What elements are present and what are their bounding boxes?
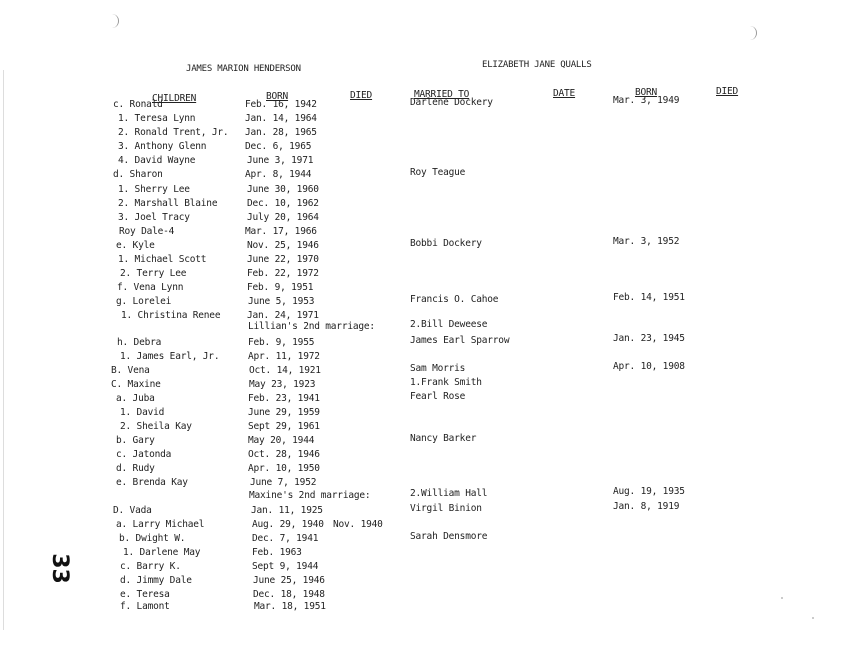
spouse-born-date: Jan. 23, 1945 <box>613 333 685 344</box>
born-date: Jan. 14, 1964 <box>245 113 317 124</box>
child-name: d. Jimmy Dale <box>120 575 192 586</box>
father-name: JAMES MARION HENDERSON <box>186 64 301 74</box>
child-name: c. Ronald <box>113 99 163 110</box>
child-name: 2. Marshall Blaine <box>118 198 218 209</box>
born-date: Feb. 9, 1951 <box>247 282 314 293</box>
born-date: Feb. 23, 1941 <box>248 393 320 404</box>
scan-speck <box>781 597 783 599</box>
child-name: h. Debra <box>117 337 162 348</box>
born-date: Aug. 29, 1940 <box>252 519 324 530</box>
child-name: B. Vena <box>111 365 150 376</box>
child-name: c. Jatonda <box>116 449 172 460</box>
born-date: Dec. 18, 1948 <box>253 589 325 600</box>
mother-name: ELIZABETH JANE QUALLS <box>482 60 592 70</box>
col-header-born: BORN <box>266 91 289 102</box>
spouse-born-date: Apr. 10, 1908 <box>613 361 685 372</box>
col-header-died: DIED <box>350 90 373 101</box>
born-date: June 25, 1946 <box>253 575 325 586</box>
scan-edge <box>3 70 4 630</box>
col-header-spouse-born: BORN <box>635 87 658 98</box>
child-name: 2. Sheila Kay <box>120 421 192 432</box>
spouse-name: Nancy Barker <box>410 433 477 444</box>
scan-mark <box>750 26 757 40</box>
born-date: Oct. 14, 1921 <box>249 365 321 376</box>
born-date: May 20, 1944 <box>248 435 315 446</box>
spouse-name: Bobbi Dockery <box>410 238 482 249</box>
spouse-name: 2.Bill Deweese <box>410 319 488 330</box>
child-name: 2. Terry Lee <box>120 268 187 279</box>
born-date: Feb. 9, 1955 <box>248 337 315 348</box>
child-name: c. Barry K. <box>120 561 181 572</box>
born-date: Oct. 28, 1946 <box>248 449 320 460</box>
born-date: Feb. 22, 1972 <box>247 268 319 279</box>
child-name: b. Dwight W. <box>119 533 186 544</box>
col-header-children: CHILDREN <box>152 93 197 104</box>
child-name: 1. Sherry Lee <box>118 184 190 195</box>
child-name: a. Larry Michael <box>116 519 205 530</box>
born-date: Mar. 17, 1966 <box>245 226 317 237</box>
child-name: f. Vena Lynn <box>117 282 184 293</box>
spouse-name: Sam Morris <box>410 363 466 374</box>
born-date: June 30, 1960 <box>247 184 319 195</box>
born-date: June 3, 1971 <box>247 155 314 166</box>
child-name: g. Lorelei <box>116 296 172 307</box>
born-date: Feb. 1963 <box>252 547 302 558</box>
child-name: d. Rudy <box>116 463 155 474</box>
child-name: f. Lamont <box>120 601 170 612</box>
child-name: 1. David <box>120 407 165 418</box>
child-name: a. Juba <box>116 393 155 404</box>
scan-speck <box>812 617 814 619</box>
born-date: Apr. 8, 1944 <box>245 169 312 180</box>
born-date: May 23, 1923 <box>249 379 316 390</box>
spouse-born-date: Jan. 8, 1919 <box>613 501 680 512</box>
child-name: e. Teresa <box>120 589 170 600</box>
born-date: June 7, 1952 <box>250 477 317 488</box>
born-date: July 20, 1964 <box>247 212 319 223</box>
born-date: Maxine's 2nd marriage: <box>249 490 371 501</box>
died-date: Nov. 1940 <box>333 519 383 530</box>
born-date: Dec. 10, 1962 <box>247 198 319 209</box>
col-header-spouse-died: DIED <box>716 86 739 97</box>
spouse-name: Virgil Binion <box>410 503 482 514</box>
page-number: 33 <box>46 553 72 584</box>
born-date: June 22, 1970 <box>247 254 319 265</box>
born-date: Jan. 11, 1925 <box>251 505 323 516</box>
spouse-born-date: Feb. 14, 1951 <box>613 292 685 303</box>
born-date: Nov. 25, 1946 <box>247 240 319 251</box>
child-name: d. Sharon <box>113 169 163 180</box>
born-date: Sept 29, 1961 <box>248 421 320 432</box>
spouse-name: 2.William Hall <box>410 488 488 499</box>
child-name: 2. Ronald Trent, Jr. <box>118 127 229 138</box>
spouse-born-date: Mar. 3, 1949 <box>613 95 680 106</box>
born-date: Jan. 28, 1965 <box>245 127 317 138</box>
child-name: 1. Darlene May <box>123 547 201 558</box>
spouse-born-date: Aug. 19, 1935 <box>613 486 685 497</box>
child-name: C. Maxine <box>111 379 161 390</box>
born-date: Apr. 11, 1972 <box>248 351 320 362</box>
born-date: Mar. 18, 1951 <box>254 601 326 612</box>
child-name: Roy Dale-4 <box>119 226 175 237</box>
child-name: 4. David Wayne <box>118 155 196 166</box>
born-date: Lillian's 2nd marriage: <box>248 321 375 332</box>
child-name: 3. Joel Tracy <box>118 212 190 223</box>
born-date: Jan. 24, 1971 <box>247 310 319 321</box>
spouse-name: James Earl Sparrow <box>410 335 510 346</box>
born-date: June 29, 1959 <box>248 407 320 418</box>
spouse-born-date: Mar. 3, 1952 <box>613 236 680 247</box>
spouse-name: 1.Frank Smith <box>410 377 482 388</box>
born-date: Feb. 16, 1942 <box>245 99 317 110</box>
born-date: June 5, 1953 <box>248 296 315 307</box>
born-date: Dec. 7, 1941 <box>252 533 319 544</box>
child-name: e. Kyle <box>116 240 155 251</box>
spouse-name: Darlene Dockery <box>410 97 493 108</box>
child-name: e. Brenda Kay <box>116 477 188 488</box>
spouse-name: Francis O. Cahoe <box>410 294 499 305</box>
col-header-married-to: MARRIED TO <box>414 89 470 100</box>
child-name: 1. Michael Scott <box>118 254 207 265</box>
born-date: Dec. 6, 1965 <box>245 141 312 152</box>
scan-mark <box>112 14 119 28</box>
spouse-name: Sarah Densmore <box>410 531 488 542</box>
born-date: Apr. 10, 1950 <box>248 463 320 474</box>
col-header-date: DATE <box>553 88 576 99</box>
child-name: 1. Teresa Lynn <box>118 113 196 124</box>
spouse-name: Roy Teague <box>410 167 466 178</box>
spouse-name: Fearl Rose <box>410 391 466 402</box>
child-name: 3. Anthony Glenn <box>118 141 207 152</box>
child-name: b. Gary <box>116 435 155 446</box>
child-name: 1. Christina Renee <box>121 310 221 321</box>
child-name: 1. James Earl, Jr. <box>120 351 220 362</box>
born-date: Sept 9, 1944 <box>252 561 319 572</box>
child-name: D. Vada <box>113 505 152 516</box>
